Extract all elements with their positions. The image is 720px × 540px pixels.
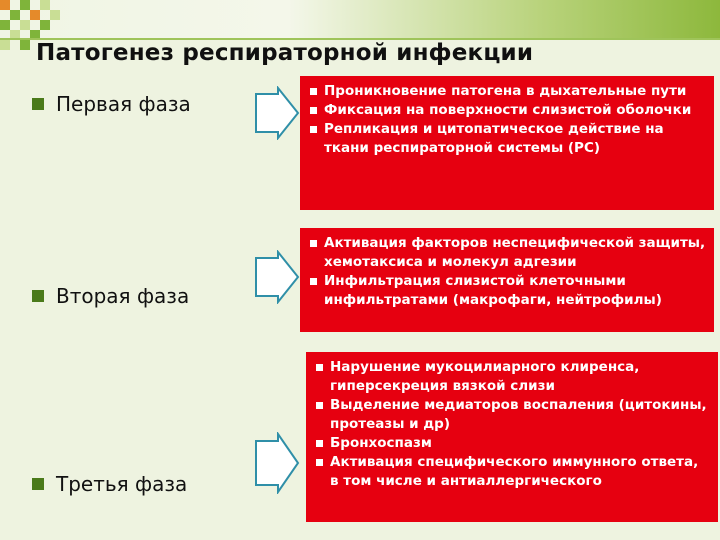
page-title: Патогенез респираторной инфекции: [36, 40, 534, 66]
phase-3-text: Третья фаза: [56, 472, 188, 496]
bullet-square-icon: [32, 290, 44, 302]
header-gradient-bar: [0, 0, 720, 38]
phase-3-item: Нарушение мукоцилиарного клиренса, гиперсекреция вязкой слизи: [316, 358, 710, 396]
phase-3-item: Активация специфического иммунного ответа, в том числе и антиаллергического: [316, 453, 710, 491]
phase-3-item: Выделение медиаторов воспаления (цитокины, протеазы и др): [316, 396, 710, 434]
phase-1-label: [32, 92, 191, 116]
phase-2-label: [32, 284, 189, 308]
phase-1-text: Первая фаза: [56, 92, 191, 116]
phase-2-item: Активация факторов неспецифической защиты, хемотаксиса и молекул адгезии: [310, 234, 706, 272]
bullet-square-icon: [32, 98, 44, 110]
arrow-right-icon: [252, 86, 302, 140]
phase-3-box: [306, 352, 718, 522]
arrow-right-icon: [252, 432, 302, 494]
phase-1-item: Проникновение патогена в дыхательные пути: [310, 82, 706, 101]
phase-3-item: Бронхоспазм: [316, 434, 710, 453]
bullet-square-icon: [32, 478, 44, 490]
phase-2-text: Вторая фаза: [56, 284, 190, 308]
phase-1-item: Фиксация на поверхности слизистой оболочки: [310, 101, 706, 120]
phase-2-box: [300, 228, 714, 332]
phase-2-item: Инфильтрация слизистой клеточными инфильтратами (макрофаги, нейтрофилы): [310, 272, 706, 310]
phase-1-item: Репликация и цитопатическое действие на ткани респираторной системы (РС): [310, 120, 706, 158]
phase-1-box: [300, 76, 714, 210]
arrow-right-icon: [252, 250, 302, 304]
phase-3-label: [32, 472, 187, 496]
